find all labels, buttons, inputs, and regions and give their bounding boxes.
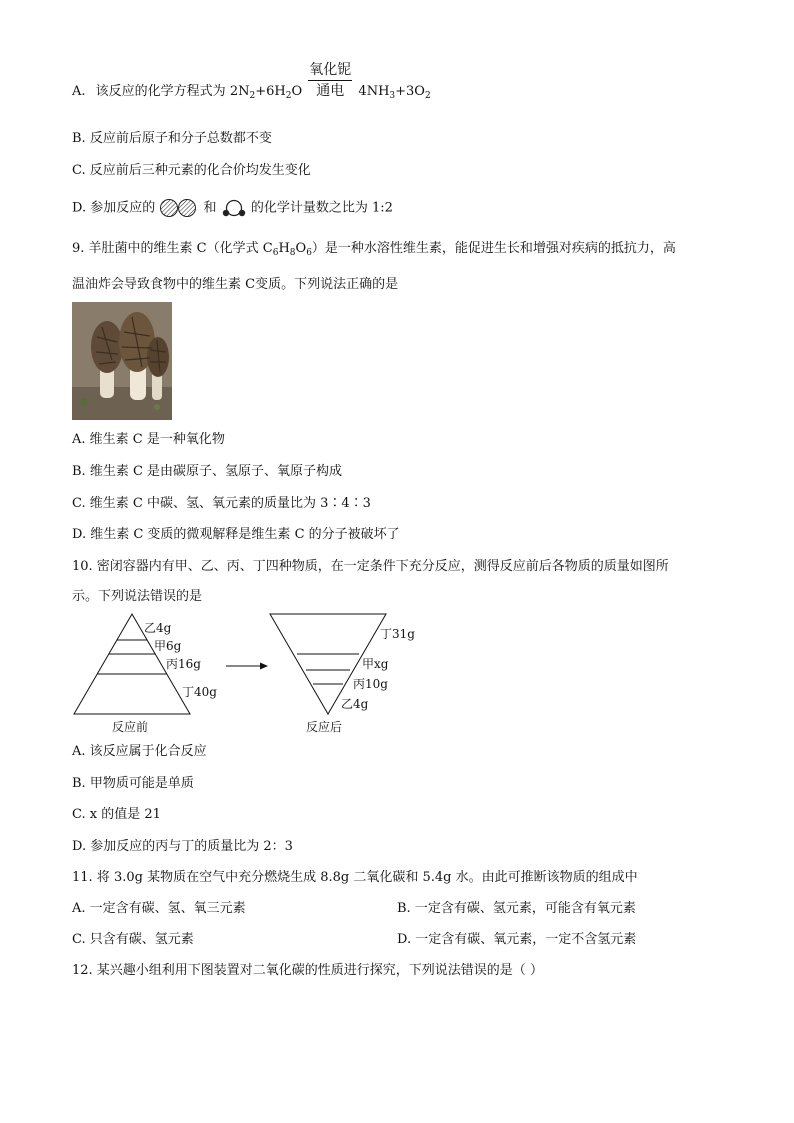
before-label-1: 乙4g xyxy=(144,621,172,635)
chemical-equation xyxy=(229,62,431,101)
before-pyramid xyxy=(74,614,217,734)
equals-bar xyxy=(308,80,352,81)
q10-stem-line2: 示。下列说法错误的是 xyxy=(72,589,203,604)
q9-stem-line1 xyxy=(72,240,676,262)
q11-option-c: C. 只含有碳、氢元素 xyxy=(72,932,194,947)
subscript: 6 xyxy=(306,248,312,258)
reaction-condition xyxy=(308,61,352,100)
eq-term: O xyxy=(291,84,303,99)
molecule-h2o-icon xyxy=(221,198,247,218)
q11-option-b: B. 一定含有碳、氢元素，可能含有氧元素 xyxy=(397,901,636,916)
condition-electric: 通电 xyxy=(316,83,345,99)
q8-option-a xyxy=(72,62,431,105)
before-caption: 反应前 xyxy=(112,720,149,734)
after-label-1: 丁31g xyxy=(380,627,415,641)
formula: O xyxy=(295,241,307,256)
eq-term: 2N xyxy=(229,84,250,99)
morel-mushroom-photo xyxy=(72,302,172,420)
q8-option-c: C. 反应前后三种元素的化合价均发生变化 xyxy=(72,163,311,178)
q9-option-a: A. 维生素 C 是一种氧化物 xyxy=(72,432,225,447)
q10-stem-line1: 10. 密闭容器内有甲、乙、丙、丁四种物质，在一定条件下充分反应，测得反应前后各物质的质量如图所 xyxy=(72,559,669,574)
subscript: 8 xyxy=(289,248,296,258)
condition-catalyst: 氧化铌 xyxy=(309,62,352,78)
subscript: 2 xyxy=(424,91,431,101)
after-label-3: 丙10g xyxy=(353,677,388,691)
q9-stem-line2: 温油炸会导致食物中的维生素 C变质。下列说法正确的是 xyxy=(72,277,399,292)
formula: H xyxy=(278,241,290,256)
q11-option-a: A. 一定含有碳、氢、氧三元素 xyxy=(72,901,246,916)
eq-term: 4NH xyxy=(358,84,390,99)
reaction-arrow-icon xyxy=(226,663,268,670)
eq-term: +3O xyxy=(395,84,425,99)
stem-text: 9. 羊肚菌中的维生素 C（化学式 C xyxy=(72,241,273,256)
mass-diagram xyxy=(60,610,460,740)
q12-stem: 12. 某兴趣小组利用下图装置对二氧化碳的性质进行探究，下列说法错误的是（ ） xyxy=(72,963,543,978)
subscript: 3 xyxy=(389,91,396,101)
after-pyramid xyxy=(270,614,415,734)
q9-option-c: C. 维生素 C 中碳、氢、氧元素的质量比为 3∶4∶3 xyxy=(72,496,371,511)
q8-option-b: B. 反应前后原子和分子总数都不变 xyxy=(72,131,272,146)
after-label-2: 甲xg xyxy=(362,657,389,671)
subscript: 2 xyxy=(285,91,292,101)
q9-option-b: B. 维生素 C 是由碳原子、氢原子、氧原子构成 xyxy=(72,464,343,479)
q11-stem: 11. 将 3.0g 某物质在空气中充分燃烧生成 8.8g 二氧化碳和 5.4g 水。由此可推断该物质的组成中 xyxy=(72,870,638,885)
q9-option-d: D. 维生素 C 变质的微观解释是维生素 C 的分子被破坏了 xyxy=(72,527,400,542)
before-label-2: 甲6g xyxy=(154,639,182,653)
before-label-4: 丁40g xyxy=(182,685,217,699)
q10-option-a: A. 该反应属于化合反应 xyxy=(72,744,207,759)
stem-text: ）是一种水溶性维生素，能促进生长和增强对疾病的抵抗力，高 xyxy=(311,241,676,256)
option-text: 该反应的化学方程式为 xyxy=(95,84,226,99)
q10-option-b: B. 甲物质可能是单质 xyxy=(72,776,194,791)
subscript: 2 xyxy=(249,91,256,101)
molecule-n2-icon xyxy=(159,198,199,218)
after-caption: 反应后 xyxy=(306,720,343,734)
mushroom-illustration xyxy=(72,302,172,420)
after-label-4: 乙4g xyxy=(341,697,369,711)
option-text: D. 参加反应的 xyxy=(72,200,156,216)
q11-option-d: D. 一定含有碳、氧元素，一定不含氢元素 xyxy=(397,932,637,947)
subscript: 6 xyxy=(272,248,279,258)
eq-term: +6H xyxy=(255,84,286,99)
option-text: 和 xyxy=(203,200,217,216)
option-text: 的化学计量数之比为 1:2 xyxy=(250,200,393,216)
q10-option-d: D. 参加反应的丙与丁的质量比为 2：3 xyxy=(72,839,293,854)
option-label: A. xyxy=(72,84,86,99)
q8-option-d xyxy=(72,198,393,218)
q10-option-c: C. x 的值是 21 xyxy=(72,807,161,822)
before-label-3: 丙16g xyxy=(166,657,201,671)
